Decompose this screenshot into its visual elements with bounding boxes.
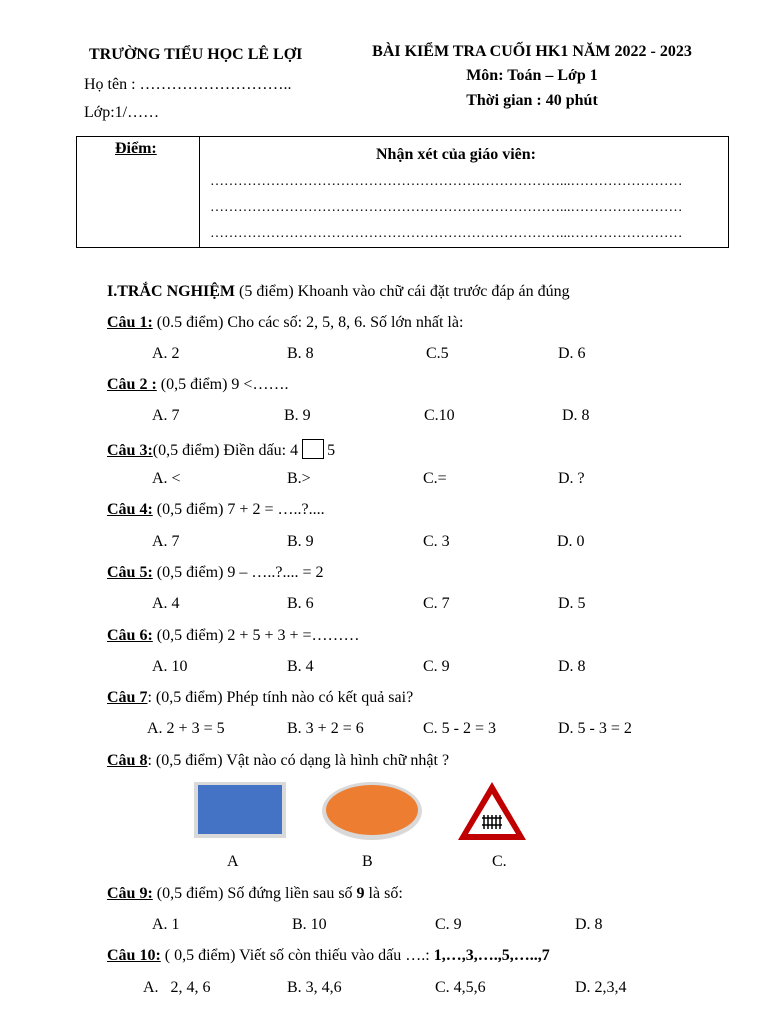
q3-option-d[interactable]: D. ? [558,470,585,487]
q7-option-d[interactable]: D. 5 - 3 = 2 [558,720,632,737]
q1-option-b[interactable]: B. 8 [287,345,314,362]
question-text: (0,5 điểm) Điền dấu: 4 [152,442,299,459]
q9-option-d[interactable]: D. 8 [575,916,603,933]
question-label: Câu 9: [107,885,153,902]
question-label: Câu 4: [107,501,153,518]
q2-option-c[interactable]: C.10 [424,407,455,424]
section-heading [107,283,570,301]
question-text: (0,5 điểm) 2 + 5 + 3 + =……… [152,627,360,644]
q2-option-b[interactable]: B. 9 [284,407,311,424]
section-title: I.TRẮC NGHIỆM [107,283,236,300]
q4-option-b[interactable]: B. 9 [287,533,314,550]
question-label: Câu 6: [107,627,153,644]
q3-option-a[interactable]: A. < [152,470,181,487]
question-text: : (0,5 điểm) Phép tính nào có kết quả sai? [147,689,414,706]
question-text: : (0,5 điểm) Vật nào có dạng là hình chữ nhật ? [147,752,450,769]
q4-option-c[interactable]: C. 3 [423,533,450,550]
question-text: (0,5 điểm) Số đứng liền sau số [152,885,357,902]
question-8 [107,752,449,770]
student-name-line: Họ tên : ……………………….. [84,76,292,93]
q3-option-c[interactable]: C.= [423,470,447,487]
question-7 [107,689,413,707]
question-9 [107,885,403,903]
question-10 [107,947,550,965]
ellipse-shape[interactable] [326,785,418,835]
q2-option-d[interactable]: D. 8 [562,407,590,424]
exam-subject: Môn: Toán – Lớp 1 [466,67,598,84]
school-name: TRƯỜNG TIỂU HỌC LÊ LỢI [89,46,303,63]
q4-option-a[interactable]: A. 7 [152,533,180,550]
question-text: ( 0,5 điểm) Viết số còn thiếu vào dấu ….: [160,947,434,964]
q3-option-b[interactable]: B.> [287,470,311,487]
section-instruction: (5 điểm) Khoanh vào chữ cái đặt trước đáp án đúng [235,283,570,300]
question-2 [107,376,288,394]
comment-line-3: …………………………………………………………………...…………………… [210,226,683,241]
q5-option-b[interactable]: B. 6 [287,595,314,612]
grade-box [76,136,729,248]
question-label: Câu 3: [107,442,153,459]
q9-option-c[interactable]: C. 9 [435,916,462,933]
q5-option-c[interactable]: C. 7 [423,595,450,612]
question-text: (0,5 điểm) 9 <……. [156,376,289,393]
question-label: Câu 2 : [107,376,157,393]
q7-option-c[interactable]: C. 5 - 2 = 3 [423,720,497,737]
q1-option-d[interactable]: D. 6 [558,345,586,362]
comment-line-1: …………………………………………………………………...…………………… [210,174,683,189]
question-text: (0,5 điểm) 9 – …..?.... = 2 [152,564,324,581]
q2-option-a[interactable]: A. 7 [152,407,180,424]
q10-option-b[interactable]: B. 3, 4,6 [287,979,342,996]
comment-line-2: …………………………………………………………………...…………………… [210,200,683,215]
question-label: Câu 10: [107,947,161,964]
exam-title: BÀI KIỂM TRA CUỐI HK1 NĂM 2022 - 2023 [372,43,692,60]
shapes-figure [180,778,540,848]
question-6 [107,627,360,645]
q6-option-a[interactable]: A. 10 [152,658,188,675]
score-label: Điểm: [115,140,157,157]
question-text-after: là số: [364,885,403,902]
q6-option-d[interactable]: D. 8 [558,658,586,675]
q1-option-c[interactable]: C.5 [426,345,449,362]
question-label: Câu 5: [107,564,153,581]
q7-option-b[interactable]: B. 3 + 2 = 6 [287,720,364,737]
q6-option-c[interactable]: C. 9 [423,658,450,675]
q9-option-b[interactable]: B. 10 [292,916,327,933]
q8-option-b[interactable]: B [362,853,373,870]
q4-option-d[interactable]: D. 0 [557,533,585,550]
question-text-bold: 1,…,3,….,5,…..,7 [433,947,550,964]
q6-option-b[interactable]: B. 4 [287,658,314,675]
q7-option-a[interactable]: A. 2 + 3 = 5 [147,720,225,737]
student-class-line: Lớp:1/…… [84,104,160,121]
question-label: Câu 8 [107,752,148,769]
q10-option-a[interactable]: A. 2, 4, 6 [143,979,211,996]
question-4 [107,501,325,519]
question-5 [107,564,324,582]
teacher-comment-label: Nhận xét của giáo viên: [376,146,536,163]
question-text: (0,5 điểm) 7 + 2 = …..?.... [152,501,325,518]
q8-option-c[interactable]: C. [492,853,507,870]
exam-time: Thời gian : 40 phút [466,92,598,109]
q5-option-d[interactable]: D. 5 [558,595,586,612]
question-label: Câu 1: [107,314,153,331]
q8-option-a[interactable]: A [227,853,239,870]
question-text-after: 5 [327,442,336,459]
q5-option-a[interactable]: A. 4 [152,595,180,612]
question-label: Câu 7 [107,689,148,706]
question-3 [107,439,335,460]
rectangle-shape-fill [198,785,282,834]
q1-option-a[interactable]: A. 2 [152,345,180,362]
grade-box-divider [199,137,200,247]
question-text: (0.5 điểm) Cho các số: 2, 5, 8, 6. Số lớn nhất là: [152,314,464,331]
q10-option-c[interactable]: C. 4,5,6 [435,979,486,996]
q9-option-a[interactable]: A. 1 [152,916,180,933]
question-1 [107,314,463,332]
q10-option-d[interactable]: D. 2,3,4 [575,979,627,996]
question-text-bold: 9 [356,885,365,902]
answer-blank-box[interactable] [302,439,324,459]
